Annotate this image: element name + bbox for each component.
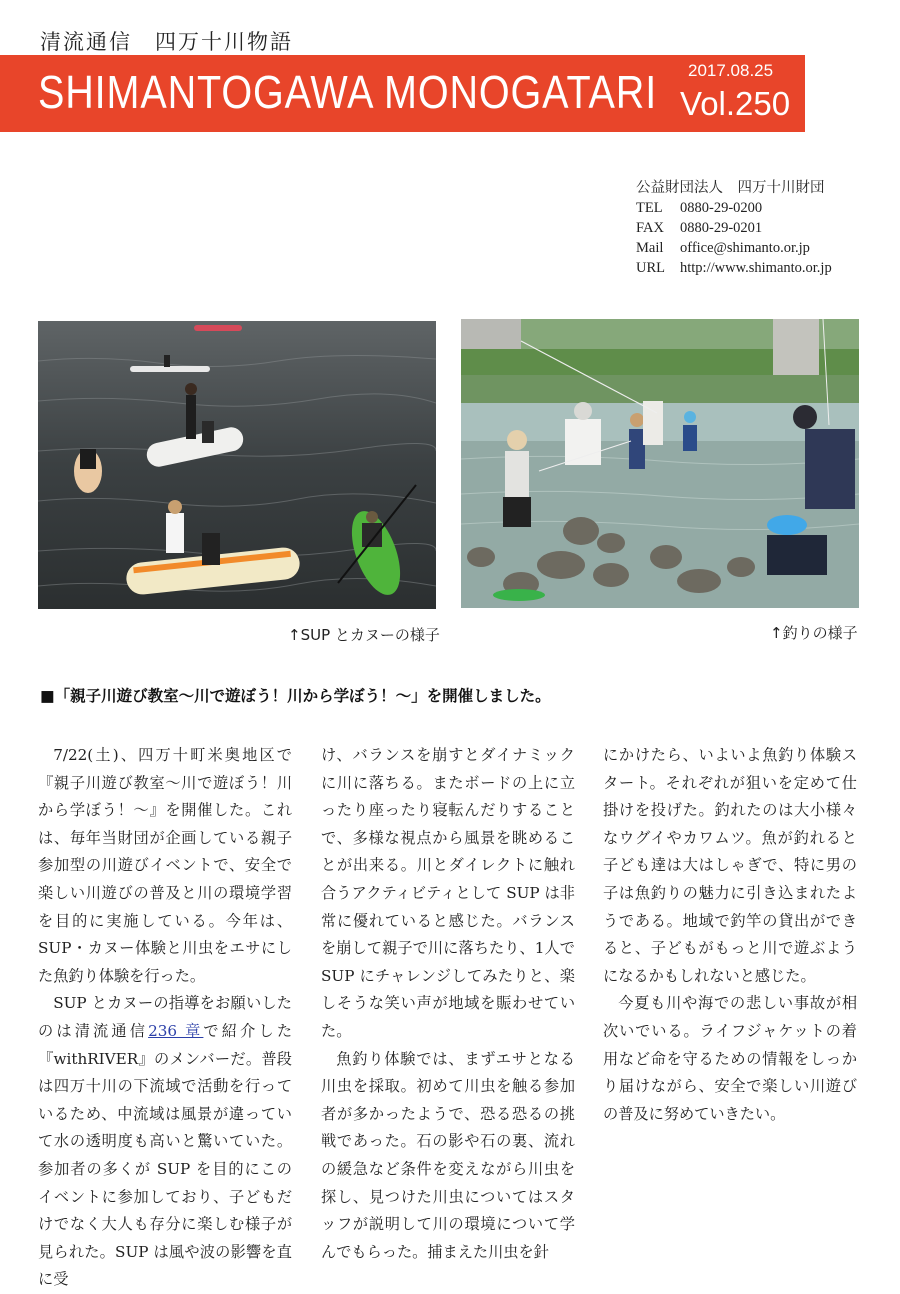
title-banner [0, 55, 805, 132]
issue-volume: Vol.250 [680, 85, 791, 122]
contact-label: URL [636, 260, 665, 276]
article-paragraph: にかけたら、いよいよ魚釣り体験スタート。それぞれが狙いを定めて仕掛けを投げた。釣れたのは大小様々なウグイやカワムツ。魚が釣れると子ども達は大はしゃぎで、特に男の子は魚釣りの魅力に引き込まれたようである。地域で釣竿の貸出ができると、子どもがもっと川で遊ぶようになるかもしれないと感じた。 [603, 746, 857, 985]
article-paragraph: 7/22(土)、四万十町米奥地区で『親子川遊び教室～川で遊ぼう！川から学ぼう！～』を開催した。これは、毎年当財団が企画している親子参加型の川遊びイベントで、安全で楽しい川遊びの普及と川の環境学習を目的に実施している。今年は、SUP・カヌー体験と川虫をエサにした魚釣り体験を行った。 [38, 746, 292, 985]
newsletter-kanji-title: 清流通信 四万十川物語 [40, 30, 293, 54]
contact-label: TEL [636, 200, 663, 216]
fishing-caption: ↑釣りの様子 [770, 624, 858, 642]
contact-row-mail [636, 238, 832, 258]
contact-label: Mail [636, 240, 664, 256]
contact-label: FAX [636, 220, 664, 236]
article-paragraph: 今夏も川や海での悲しい事故が相次いでいる。ライフジャケットの着用など命を守るための情報をしっかり届けながら、安全で楽しい川遊びの普及に努めていきたい。 [603, 994, 857, 1123]
org-name: 公益財団法人 四万十川財団 [636, 180, 825, 196]
article-text: SUP とカヌーの指導をお願いしたのは清流通信 [38, 994, 292, 1040]
article-column-1 [38, 742, 292, 1294]
article-column-2 [321, 742, 575, 1266]
sup-canoe-caption: ↑SUP とカヌーの様子 [288, 626, 440, 644]
contact-value[interactable]: office@shimanto.or.jp [680, 240, 810, 256]
article-paragraph: け、バランスを崩すとダイナミックに川に落ちる。またボードの上に立ったり座ったり寝転んだりすることで、多様な視点から風景を眺めることが出来る。川とダイレクトに触れ合うアクティビティとして SUP は非常に優れていると感じた。バランスを崩して親子で川に落ちたり、1人で SUP にチャレンジしてみたりと、楽しそうな笑い声が地域を賑わせていた。 [321, 746, 575, 1040]
sup-canoe-photo [38, 321, 436, 609]
contact-block [636, 178, 832, 278]
fishing-photo [461, 319, 859, 608]
contact-row-url [636, 258, 832, 278]
article-column-3 [603, 742, 857, 1128]
contact-value: 0880-29-0200 [680, 200, 763, 216]
issue-236-link[interactable]: 236 章 [148, 1021, 204, 1040]
article-headline: ■「親子川遊び教室～川で遊ぼう！川から学ぼう！～」を開催しました。 [40, 687, 551, 705]
contact-row-tel [636, 198, 832, 218]
banner-title: SHIMANTOGAWA MONOGATARI [38, 66, 658, 118]
contact-value[interactable]: http://www.shimanto.or.jp [680, 260, 832, 276]
article-paragraph: 魚釣り体験では、まずエサとなる川虫を採取。初めて川虫を触る参加者が多かったようで、恐る恐るの挑戦であった。石の影や石の裏、流れの緩急など条件を変えながら川虫を探し、見つけた川虫についてはスタッフが説明して川の環境について学んでもらった。捕まえた川虫を針 [321, 1049, 575, 1261]
issue-date: 2017.08.25 [688, 61, 774, 80]
article-paragraph [38, 990, 292, 1294]
contact-row-fax [636, 218, 832, 238]
article-text: で紹介した『withRIVER』のメンバーだ。普段は四万十川の下流域で活動を行っているため、中流域は風景が違っていて水の透明度も高いと驚いていた。参加者の多くが SUP を目的にこのイベントに参加しており、子どもだけでなく大人も存分に楽しむ様子が見られた。SUP は風や波の影響を直に受 [38, 1021, 292, 1289]
contact-value: 0880-29-0201 [680, 220, 763, 236]
